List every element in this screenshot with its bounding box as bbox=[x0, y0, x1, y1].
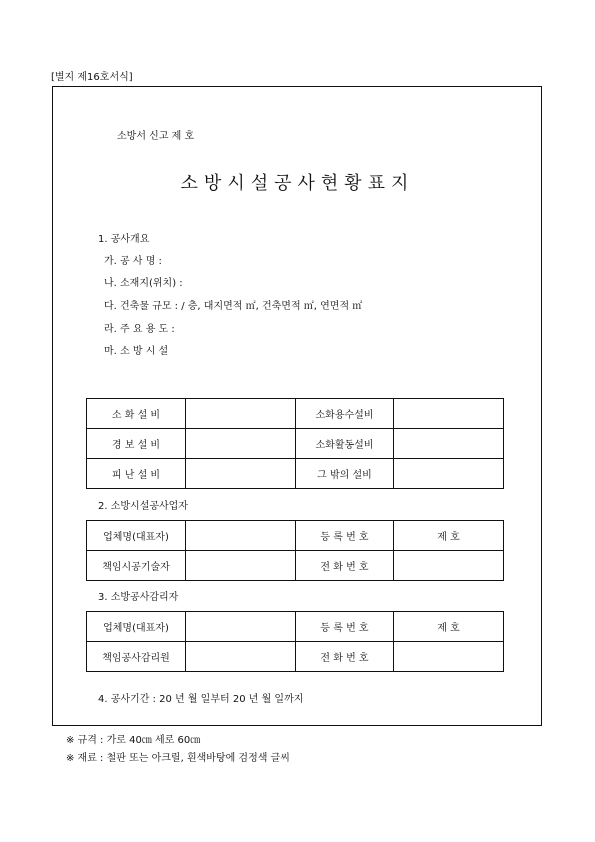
section2-heading: 2. 소방시설공사업자 bbox=[98, 501, 188, 512]
supervisor-value bbox=[394, 642, 504, 672]
table-row bbox=[87, 459, 504, 489]
contractor-label: 책임시공기술자 bbox=[87, 551, 186, 581]
contractor-value: 제 호 bbox=[394, 521, 504, 551]
facility-value bbox=[394, 399, 504, 429]
supervisor-label: 책임공사감리원 bbox=[87, 642, 186, 672]
report-number: 소방서 신고 제 호 bbox=[117, 131, 195, 142]
contractor-label: 전 화 번 호 bbox=[296, 551, 394, 581]
facility-value bbox=[394, 459, 504, 489]
note-size: ※ 규격 : 가로 40㎝ 세로 60㎝ bbox=[66, 735, 201, 746]
facility-label: 소 화 설 비 bbox=[87, 399, 186, 429]
contractor-value bbox=[186, 551, 296, 581]
note-material: ※ 재료 : 철판 또는 아크릴, 흰색바탕에 검정색 글씨 bbox=[66, 753, 290, 764]
page-title: 소방시설공사현황표지 bbox=[180, 173, 415, 194]
item-building-scale: 다. 건축물 규모 : / 층, 대지면적 ㎡, 건축면적 ㎡, 연면적 ㎡ bbox=[104, 301, 363, 312]
supervisor-label: 업체명(대표자) bbox=[87, 612, 186, 642]
contractor-value bbox=[186, 521, 296, 551]
facilities-table bbox=[86, 398, 504, 489]
supervisor-value bbox=[186, 612, 296, 642]
facility-value bbox=[186, 399, 296, 429]
supervisor-table bbox=[86, 611, 504, 672]
table-row bbox=[87, 551, 504, 581]
facility-label: 소화활동설비 bbox=[296, 429, 394, 459]
facility-label: 피 난 설 비 bbox=[87, 459, 186, 489]
facility-value bbox=[394, 429, 504, 459]
supervisor-label: 전 화 번 호 bbox=[296, 642, 394, 672]
table-row bbox=[87, 399, 504, 429]
table-row bbox=[87, 521, 504, 551]
supervisor-value bbox=[186, 642, 296, 672]
table-row bbox=[87, 642, 504, 672]
facility-label: 경 보 설 비 bbox=[87, 429, 186, 459]
table-row bbox=[87, 612, 504, 642]
construction-period: 4. 공사기간 : 20 년 월 일부터 20 년 월 일까지 bbox=[98, 694, 304, 705]
supervisor-value: 제 호 bbox=[394, 612, 504, 642]
item-fire-facilities: 마. 소 방 시 설 bbox=[104, 346, 169, 357]
section1-heading: 1. 공사개요 bbox=[98, 234, 150, 245]
form-label: [별지 제16호서식] bbox=[51, 72, 133, 83]
facility-value bbox=[186, 429, 296, 459]
contractor-value bbox=[394, 551, 504, 581]
facility-label: 소화용수설비 bbox=[296, 399, 394, 429]
section3-heading: 3. 소방공사감리자 bbox=[98, 592, 179, 603]
table-row bbox=[87, 429, 504, 459]
item-project-name: 가. 공 사 명 : bbox=[104, 256, 162, 267]
contractor-label: 등 록 번 호 bbox=[296, 521, 394, 551]
contractor-label: 업체명(대표자) bbox=[87, 521, 186, 551]
facility-label: 그 밖의 설비 bbox=[296, 459, 394, 489]
item-location: 나. 소재지(위치) : bbox=[104, 278, 183, 289]
facility-value bbox=[186, 459, 296, 489]
contractor-table bbox=[86, 520, 504, 581]
supervisor-label: 등 록 번 호 bbox=[296, 612, 394, 642]
item-main-use: 라. 주 요 용 도 : bbox=[104, 324, 175, 335]
